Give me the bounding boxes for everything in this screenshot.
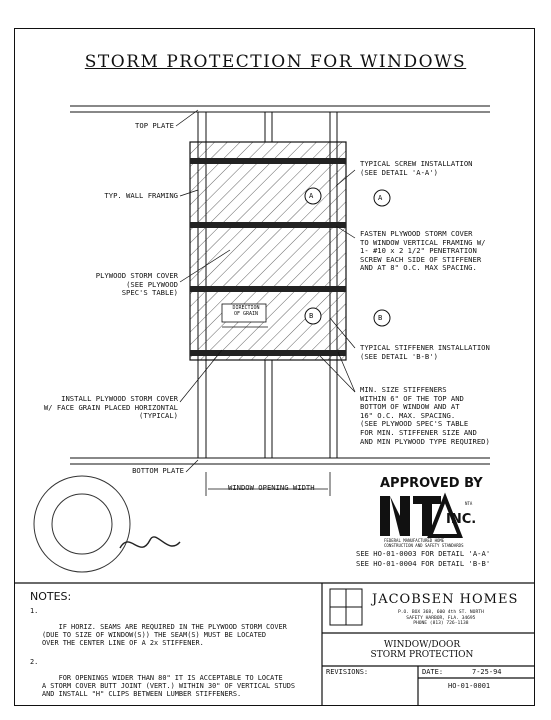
company-address: P.O. BOX 368, 600 4th ST. NORTH SAFETY HARBOR, FLA. 34695 PHONE (813) 726-1138 bbox=[398, 610, 484, 627]
nta-logo-text: NTA bbox=[465, 501, 473, 506]
note-text: FOR OPENINGS WIDER THAN 80" IT IS ACCEPTABLE TO LOCATE A STORM COVER BUTT JOINT (VERT.) WITHIN 30" OF VERTICAL STUDS AND INSTALL "H" CLIPS BETWEEN LUMBER STIFFENERS. bbox=[42, 674, 296, 698]
install-plywood-label: INSTALL PLYWOOD STORM COVER W/ FACE GRAIN PLACED HORIZONTAL (TYPICAL) bbox=[43, 394, 178, 421]
bottom-plate-label: BOTTOM PLATE bbox=[132, 466, 184, 475]
note-item bbox=[30, 607, 320, 655]
drawing-number: HO-01-0001 bbox=[448, 682, 491, 690]
see-detail-b: SEE HO-01-0004 FOR DETAIL 'B-B' bbox=[356, 559, 491, 568]
top-plate-label: TOP PLATE bbox=[135, 121, 174, 130]
wall-framing-label: TYP. WALL FRAMING bbox=[104, 191, 178, 200]
note-number: 1. bbox=[30, 607, 39, 615]
note-text: IF HORIZ. SEAMS ARE REQUIRED IN THE PLYWOOD STORM COVER (DUE TO SIZE OF WINDOW(S)) THE SEAM(S) MUST BE LOCATED OVER THE CENTER LINE OF A 2x STIFFENER. bbox=[42, 623, 287, 647]
marker-b-label: B bbox=[309, 311, 314, 320]
see-detail-a: SEE HO-01-0003 FOR DETAIL 'A-A' bbox=[356, 549, 491, 558]
marker-b-label-2: B bbox=[378, 313, 383, 322]
note-number: 2. bbox=[30, 658, 39, 666]
bottom-plate bbox=[70, 458, 490, 464]
note-item bbox=[30, 658, 320, 706]
notes-section bbox=[30, 590, 320, 709]
date-value: 7-25-94 bbox=[472, 668, 502, 676]
engineer-seal bbox=[34, 476, 180, 572]
drawing-title: STORM PROTECTION FOR WINDOWS bbox=[84, 52, 467, 72]
marker-a-label: A bbox=[309, 191, 314, 200]
plywood-cover-label: PLYWOOD STORM COVER (SEE PLYWOOD SPEC'S TABLE) bbox=[95, 271, 178, 298]
marker-a-label-2: A bbox=[378, 193, 383, 202]
nta-subtitle: FEDERAL MANUFACTURED HOME CONSTRUCTION AND SAFETY STANDARDS bbox=[384, 538, 464, 548]
top-plate bbox=[70, 106, 490, 112]
nta-inc: INC. bbox=[446, 512, 477, 527]
direction-grain-label: DIRECTION OF GRAIN bbox=[232, 305, 260, 317]
date-label: DATE: bbox=[422, 668, 444, 676]
fasten-label: FASTEN PLYWOOD STORM COVER TO WINDOW VERTICAL FRAMING W/ 1- #10 x 2 1/2" PENETRATION SCREW EACH SIDE OF STIFFENER AND AT 8" O.C. MAX SPACING. bbox=[360, 229, 486, 273]
stiffener-install-label: TYPICAL STIFFENER INSTALLATION (SEE DETAIL 'B-B') bbox=[360, 343, 490, 361]
company-logo bbox=[330, 589, 362, 625]
drawing-title-block: WINDOW/DOOR STORM PROTECTION bbox=[370, 640, 474, 660]
approved-by: APPROVED BY bbox=[380, 476, 483, 491]
min-stiffeners-label: MIN. SIZE STIFFENERS WITHIN 6" OF THE TOP AND BOTTOM OF WINDOW AND AT 16" O.C. MAX. SPACING. (SEE PLYWOOD SPEC'S TABLE FOR MIN. STIFFENER SIZE AND AND MIN PLYWOOD TYPE REQUIRED) bbox=[360, 385, 490, 446]
company-name: JACOBSEN HOMES bbox=[372, 592, 519, 607]
revisions-label: REVISIONS: bbox=[326, 668, 369, 676]
notes-heading: NOTES: bbox=[30, 590, 72, 603]
screw-install-label: TYPICAL SCREW INSTALLATION (SEE DETAIL 'A-A') bbox=[360, 159, 473, 177]
window-width-label: WINDOW OPENING WIDTH bbox=[228, 483, 315, 492]
